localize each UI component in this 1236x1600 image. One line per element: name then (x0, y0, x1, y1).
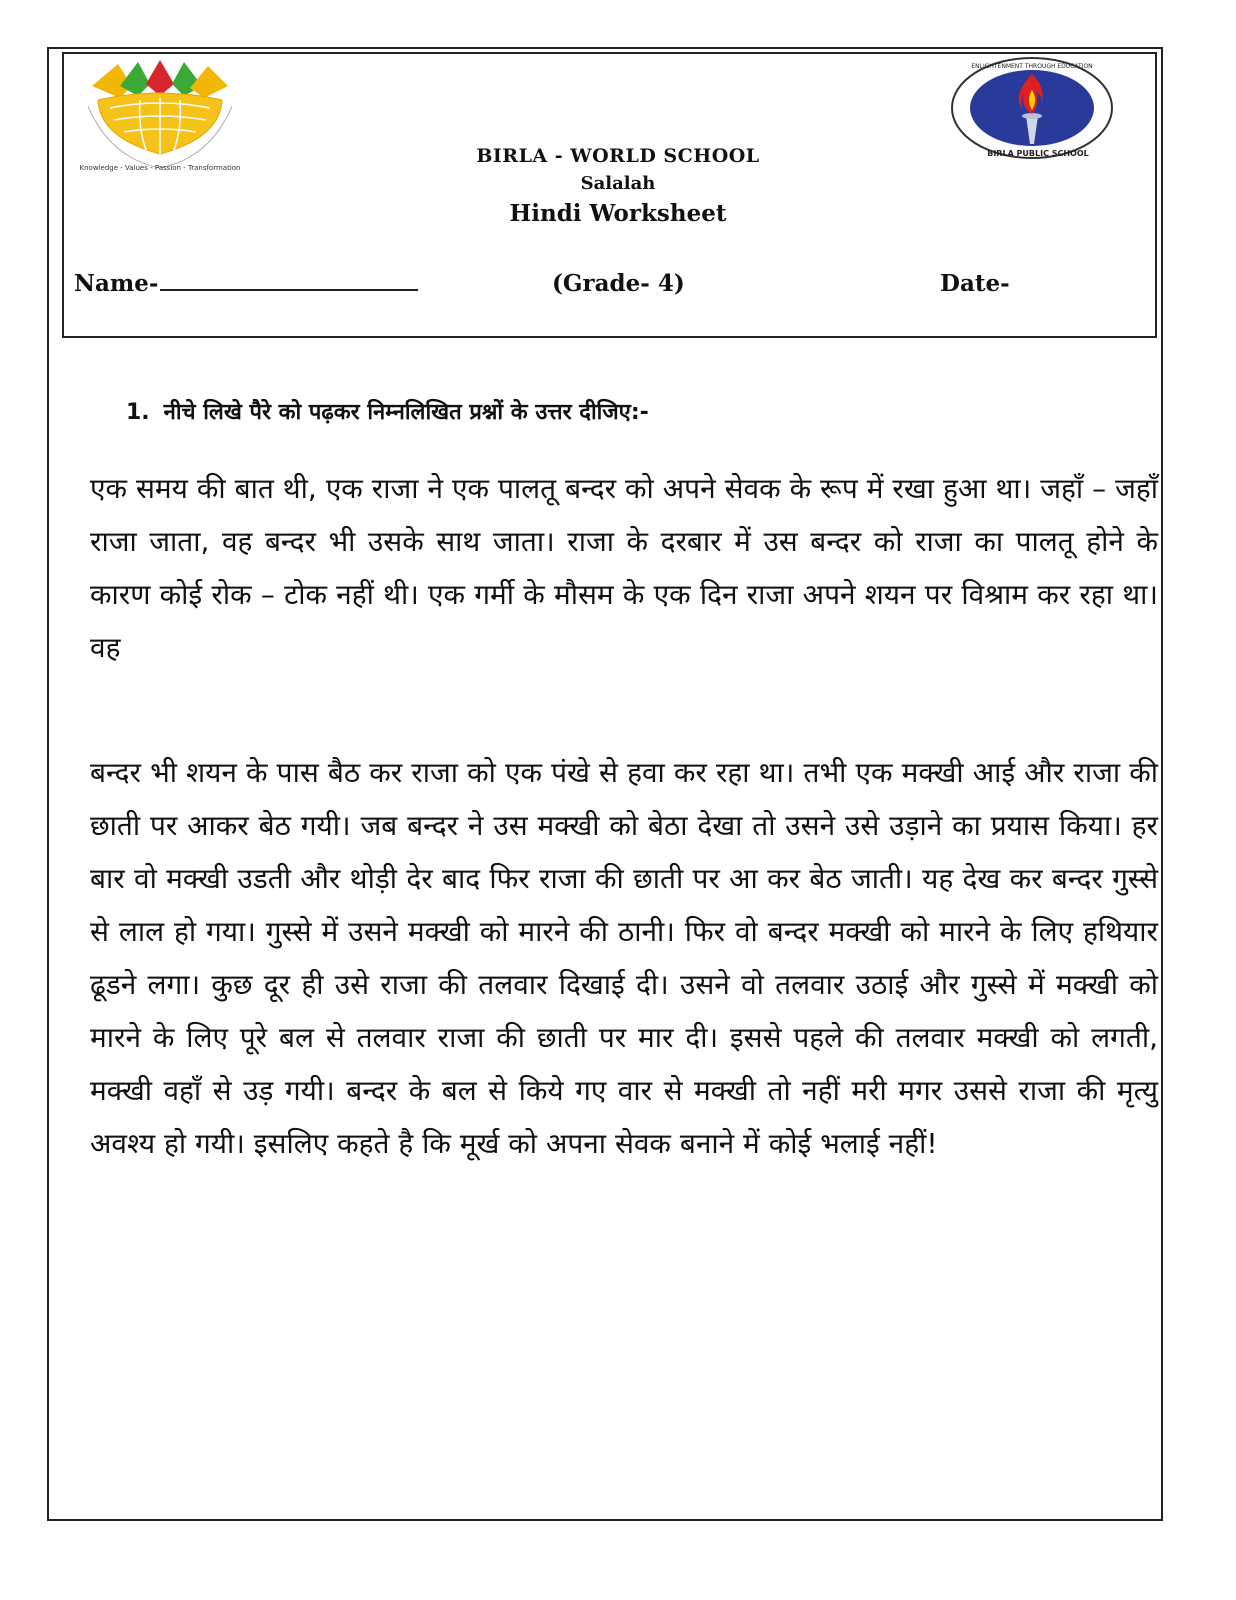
date-label: Date- (940, 270, 1010, 297)
logo-page-gold-2 (190, 66, 228, 98)
logo-page-red (146, 60, 174, 96)
worksheet-title: Hindi Worksheet (509, 200, 727, 227)
passage-paragraph-1: एक समय की बात थी, एक राजा ने एक पालतू बन्दर को अपने सेवक के रूप में रखा हुआ था। जहाँ – जहाँ राजा जाता, वह बन्दर भी उसके साथ जाता। राजा के दरबार में उस बन्दर को राजा का पालतू होने के कारण कोई रोक – टोक नहीं थी। एक गर्मी के मौसम के एक दिन राजा अपने शयन पर विश्राम कर रहा था। वह (90, 472, 1158, 664)
school-name: BIRLA - WORLD SCHOOL (476, 145, 760, 167)
question-number: 1. (126, 400, 150, 425)
logo-motto: Knowledge - Values - Passion - Transformation (80, 164, 240, 172)
question-text: नीचे लिखे पैरे को पढ़कर निम्नलिखित प्रश्नों के उत्तर दीजिए:- (163, 400, 649, 425)
name-field[interactable] (74, 270, 418, 297)
name-blank-line[interactable] (160, 271, 418, 291)
emblem-school-text: BIRLA PUBLIC SCHOOL (987, 149, 1089, 158)
school-location: Salalah (580, 173, 656, 194)
question-heading (126, 396, 649, 426)
name-label: Name- (74, 270, 159, 297)
grade-label: (Grade- 4) (552, 270, 685, 297)
passage-paragraph-2: बन्दर भी शयन के पास बैठ कर राजा को एक पंखे से हवा कर रहा था। तभी एक मक्खी आई और राजा की छाती पर आकर बेठ गयी। जब बन्दर ने उस मक्खी को बेठा देखा तो उसने उसे उड़ाने का प्रयास किया। हर बार वो मक्खी उडती और थोड़ी देर बाद फिर राजा की छाती पर आ कर बेठ जाती। यह देख कर बन्दर गुस्से से लाल हो गया। गुस्से में उसने मक्खी को मारने की ठानी। फिर वो बन्दर मक्खी को मारने के लिए हथियार ढूडने लगा। कुछ दूर ही उसे राजा की तलवार दिखाई दी। उसने वो तलवार उठाई और गुस्से में मक्खी को मारने के लिए पूरे बल से तलवार राजा की छाती पर मार दी। इससे पहले की तलवार मक्खी को लगती, मक्खी वहाँ से उड़ गयी। बन्दर के बल से किये गए वार से मक्खी तो नहीं मरी मगर उससे राजा की मृत्यु अवश्य हो गयी। इसलिए कहते है कि मूर्ख को अपना सेवक बनाने में कोई भलाई नहीं! (90, 756, 1158, 1160)
emblem-ring-text: ENLIGHTENMENT THROUGH EDUCATION (971, 63, 1093, 70)
